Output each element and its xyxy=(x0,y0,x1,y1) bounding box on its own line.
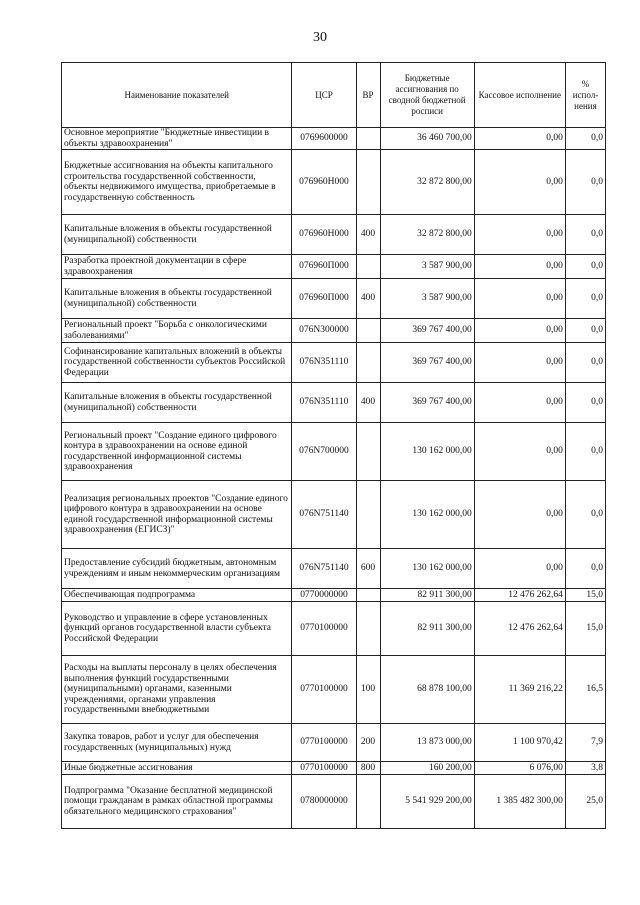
row-vr xyxy=(356,775,380,829)
row-budget: 369 767 400,00 xyxy=(380,343,474,383)
row-pct: 15,0 xyxy=(565,589,605,602)
row-csr: 076N300000 xyxy=(292,319,356,343)
row-name: Софинансирование капитальных вложений в объекты государственной собственности субъектов Российской Федерации xyxy=(62,343,292,383)
row-budget: 82 911 300,00 xyxy=(380,602,474,656)
budget-table xyxy=(61,62,606,829)
row-csr: 0770100000 xyxy=(292,762,356,775)
row-budget: 130 162 000,00 xyxy=(380,481,474,549)
row-vr: 600 xyxy=(356,549,380,589)
row-cash: 0,00 xyxy=(474,343,565,383)
row-pct: 25,0 xyxy=(565,775,605,829)
row-cash: 1 385 482 300,00 xyxy=(474,775,565,829)
row-csr: 0770100000 xyxy=(292,602,356,656)
row-csr: 0770100000 xyxy=(292,724,356,762)
table-row xyxy=(62,549,606,589)
row-csr: 076N700000 xyxy=(292,423,356,481)
table-row xyxy=(62,128,606,150)
row-vr xyxy=(356,255,380,279)
row-vr xyxy=(356,589,380,602)
row-name: Обеспечивающая подпрограмма xyxy=(62,589,292,602)
row-csr: 076960Н000 xyxy=(292,150,356,215)
row-pct: 0,0 xyxy=(565,150,605,215)
row-cash: 12 476 262,64 xyxy=(474,589,565,602)
row-name: Закупка товаров, работ и услуг для обеспечения государственных (муниципальных) нужд xyxy=(62,724,292,762)
row-vr xyxy=(356,343,380,383)
row-cash: 0,00 xyxy=(474,279,565,319)
table-row xyxy=(62,762,606,775)
row-pct: 0,0 xyxy=(565,279,605,319)
row-vr xyxy=(356,150,380,215)
row-cash: 0,00 xyxy=(474,549,565,589)
row-budget: 130 162 000,00 xyxy=(380,549,474,589)
row-pct: 0,0 xyxy=(565,383,605,423)
row-cash: 0,00 xyxy=(474,481,565,549)
row-budget: 369 767 400,00 xyxy=(380,319,474,343)
row-pct: 0,0 xyxy=(565,549,605,589)
row-cash: 0,00 xyxy=(474,128,565,150)
row-budget: 68 878 100,00 xyxy=(380,656,474,724)
row-cash: 0,00 xyxy=(474,319,565,343)
row-cash: 0,00 xyxy=(474,150,565,215)
table-row xyxy=(62,602,606,656)
table-row xyxy=(62,656,606,724)
table-row xyxy=(62,724,606,762)
row-cash: 12 476 262,64 xyxy=(474,602,565,656)
row-csr: 0770000000 xyxy=(292,589,356,602)
row-budget: 32 872 800,00 xyxy=(380,215,474,255)
row-cash: 0,00 xyxy=(474,423,565,481)
page-number: 30 xyxy=(313,30,327,45)
row-budget: 13 873 000,00 xyxy=(380,724,474,762)
table-row xyxy=(62,319,606,343)
row-name: Предоставление субсидий бюджетным, автономным учреждениям и иным некоммерческим организациям xyxy=(62,549,292,589)
row-vr: 200 xyxy=(356,724,380,762)
row-budget: 36 460 700,00 xyxy=(380,128,474,150)
row-pct: 16,5 xyxy=(565,656,605,724)
row-budget: 160 200,00 xyxy=(380,762,474,775)
row-cash: 1 100 970,42 xyxy=(474,724,565,762)
row-name: Капитальные вложения в объекты государственной (муниципальной) собственности xyxy=(62,383,292,423)
row-pct: 0,0 xyxy=(565,255,605,279)
row-name: Региональный проект "Борьба с онкологическими заболеваниями" xyxy=(62,319,292,343)
row-pct: 0,0 xyxy=(565,423,605,481)
table-row xyxy=(62,775,606,829)
row-name: Бюджетные ассигнования на объекты капитального строительства государственной собственности, объекты недвижимого имущества, приобретаемые в государственную собственность xyxy=(62,150,292,215)
header-budget: Бюджетные ассигнования по сводной бюджетной росписи xyxy=(380,63,474,128)
row-name: Расходы на выплаты персоналу в целях обеспечения выполнения функций государственными (муниципальными) органами, казенными учреждениями, органами управления государственными внебюджетными xyxy=(62,656,292,724)
row-budget: 5 541 929 200,00 xyxy=(380,775,474,829)
row-name: Региональный проект "Создание единого цифрового контура в здравоохранении на основе единой государственной информационной системы здравоохранения xyxy=(62,423,292,481)
row-cash: 11 369 216,22 xyxy=(474,656,565,724)
row-csr: 076960П000 xyxy=(292,279,356,319)
row-cash: 0,00 xyxy=(474,383,565,423)
row-pct: 7,9 xyxy=(565,724,605,762)
row-cash: 0,00 xyxy=(474,255,565,279)
row-name: Иные бюджетные ассигнования xyxy=(62,762,292,775)
row-vr: 800 xyxy=(356,762,380,775)
table-row xyxy=(62,481,606,549)
header-name: Наименование показателей xyxy=(62,63,292,128)
row-csr: 0780000000 xyxy=(292,775,356,829)
row-budget: 3 587 900,00 xyxy=(380,255,474,279)
table-row xyxy=(62,255,606,279)
row-pct: 0,0 xyxy=(565,343,605,383)
table-row xyxy=(62,279,606,319)
header-csr: ЦСР xyxy=(292,63,356,128)
row-budget: 82 911 300,00 xyxy=(380,589,474,602)
row-csr: 076N351110 xyxy=(292,343,356,383)
table-row xyxy=(62,215,606,255)
row-name: Руководство и управление в сфере установленных функций органов государственной власти субъекта Российской Федерации xyxy=(62,602,292,656)
row-vr xyxy=(356,128,380,150)
row-name: Подпрограмма "Оказание бесплатной медицинской помощи гражданам в рамках областной программы обязательного медицинского страхования" xyxy=(62,775,292,829)
row-csr: 076N351110 xyxy=(292,383,356,423)
row-csr: 0769600000 xyxy=(292,128,356,150)
row-pct: 3,8 xyxy=(565,762,605,775)
header-pct: % испол-нения xyxy=(565,63,605,128)
row-pct: 0,0 xyxy=(565,215,605,255)
row-name: Разработка проектной документации в сфере здравоохранения xyxy=(62,255,292,279)
row-vr: 100 xyxy=(356,656,380,724)
table-row xyxy=(62,589,606,602)
row-vr: 400 xyxy=(356,383,380,423)
row-pct: 15,0 xyxy=(565,602,605,656)
row-csr: 076960П000 xyxy=(292,255,356,279)
row-name: Капитальные вложения в объекты государственной (муниципальной) собственности xyxy=(62,215,292,255)
row-csr: 0770100000 xyxy=(292,656,356,724)
row-vr xyxy=(356,423,380,481)
row-budget: 369 767 400,00 xyxy=(380,383,474,423)
row-vr xyxy=(356,602,380,656)
row-name: Реализация региональных проектов "Создание единого цифрового контура в здравоохранении на основе единой государственной информационной системы здравоохранения (ЕГИСЗ)" xyxy=(62,481,292,549)
row-budget: 3 587 900,00 xyxy=(380,279,474,319)
row-name: Основное мероприятие "Бюджетные инвестиции в объекты здравоохранения" xyxy=(62,128,292,150)
row-budget: 32 872 800,00 xyxy=(380,150,474,215)
row-cash: 6 076,00 xyxy=(474,762,565,775)
row-pct: 0,0 xyxy=(565,128,605,150)
row-csr: 076N751140 xyxy=(292,481,356,549)
row-csr: 076960Н000 xyxy=(292,215,356,255)
row-name: Капитальные вложения в объекты государственной (муниципальной) собственности xyxy=(62,279,292,319)
row-csr: 076N751140 xyxy=(292,549,356,589)
table-header-row xyxy=(62,63,606,128)
row-vr: 400 xyxy=(356,279,380,319)
table-row xyxy=(62,423,606,481)
table-row xyxy=(62,343,606,383)
row-vr xyxy=(356,319,380,343)
row-cash: 0,00 xyxy=(474,215,565,255)
row-vr xyxy=(356,481,380,549)
header-cash: Кассовое исполнение xyxy=(474,63,565,128)
row-pct: 0,0 xyxy=(565,319,605,343)
row-budget: 130 162 000,00 xyxy=(380,423,474,481)
header-vr: ВР xyxy=(356,63,380,128)
table-row xyxy=(62,150,606,215)
row-pct: 0,0 xyxy=(565,481,605,549)
row-vr: 400 xyxy=(356,215,380,255)
table-row xyxy=(62,383,606,423)
